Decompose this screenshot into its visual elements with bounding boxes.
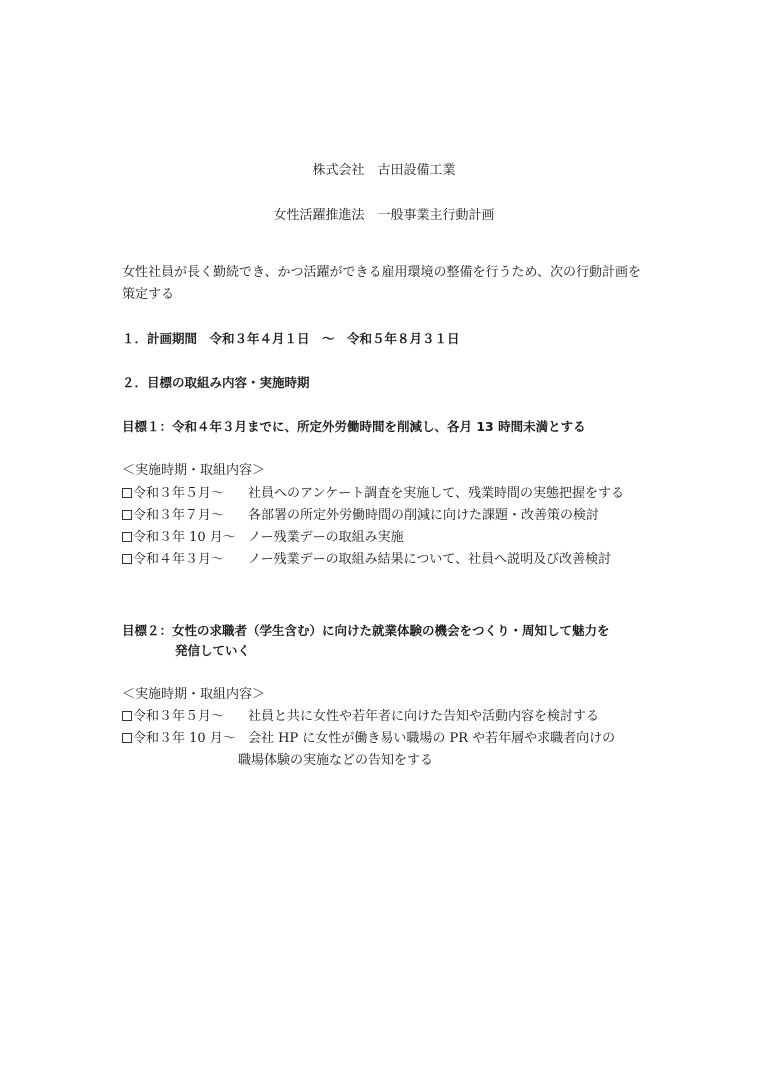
goal1-item xyxy=(122,551,611,569)
section-plan-period: １．計画期間 令和３年４月１日 ～ 令和５年８月３１日 xyxy=(122,331,460,346)
goal1-item xyxy=(122,529,404,547)
goal1-item xyxy=(122,507,599,525)
item-text: ノー残業デーの取組み実施 xyxy=(248,530,404,545)
checkbox-icon xyxy=(122,510,132,520)
item-date: 令和３年 10 月～ xyxy=(133,731,236,746)
goal2-schedule-header: ＜実施時期・取組内容＞ xyxy=(122,687,266,702)
section-goals-heading: ２．目標の取組み内容・実施時期 xyxy=(122,375,310,390)
goal2-item xyxy=(122,730,615,748)
item-text: 社員へのアンケート調査を実施して、残業時間の実態把握をする xyxy=(248,486,624,501)
item-text: 社員と共に女性や若年者に向けた告知や活動内容を検討する xyxy=(248,709,600,724)
goal1-item xyxy=(122,485,624,503)
checkbox-icon xyxy=(122,488,132,498)
goal2-title-line-1: 目標２：女性の求職者（学生含む）に向けた就業体験の機会をつくり・周知して魅力を xyxy=(122,623,610,638)
item-date: 令和３年５月～ xyxy=(133,709,225,724)
item-date: 令和３年５月～ xyxy=(133,486,225,501)
goal2-item-continuation: 職場体験の実施などの告知をする xyxy=(238,753,434,768)
goal2-title-line-2: 発信していく xyxy=(175,643,251,658)
goal1-schedule-header: ＜実施時期・取組内容＞ xyxy=(122,463,266,478)
item-text: ノー残業デーの取組み結果について、社員へ説明及び改善検討 xyxy=(248,552,612,567)
checkbox-icon xyxy=(122,733,132,743)
goal2-item xyxy=(122,708,599,726)
item-date: 令和４年３月～ xyxy=(133,552,225,567)
checkbox-icon xyxy=(122,554,132,564)
intro-line-2: 策定する xyxy=(122,287,175,302)
item-text: 会社 HP に女性が働き易い職場の PR や若年層や求職者向けの xyxy=(248,731,616,746)
item-date: 令和３年 10 月～ xyxy=(133,530,236,545)
item-text: 各部署の所定外労働時間の削減に向けた課題・改善策の検討 xyxy=(248,508,600,523)
item-date: 令和３年７月～ xyxy=(133,508,225,523)
checkbox-icon xyxy=(122,532,132,542)
plan-title: 女性活躍推進法 一般事業主行動計画 xyxy=(273,208,495,223)
checkbox-icon xyxy=(122,711,132,721)
goal1-title: 目標１：令和４年３月までに、所定外労働時間を削減し、各月 13 時間未満とする xyxy=(122,419,586,434)
intro-line-1: 女性社員が長く勤続でき、かつ活躍ができる雇用環境の整備を行うため、次の行動計画を xyxy=(122,265,641,280)
company-name: 株式会社 古田設備工業 xyxy=(312,163,456,178)
